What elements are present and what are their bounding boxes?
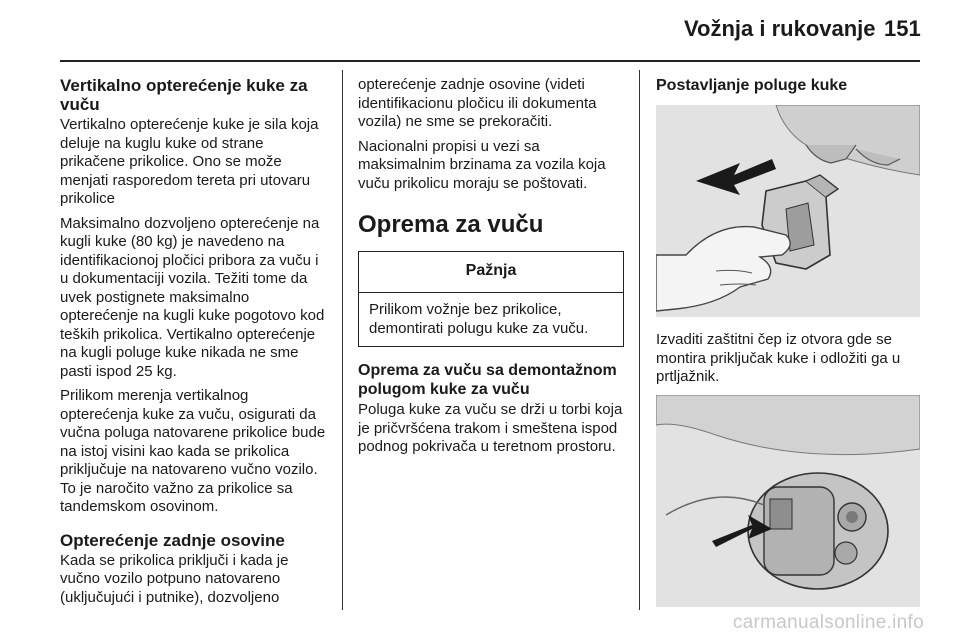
chapter-title-towing-equipment: Oprema za vuču xyxy=(358,211,544,238)
paragraph-national-regulations: Nacionalni propisi u vezi sa maksimalnim brzinama za vozila koja vuču prikolicu moraju se poštovati. xyxy=(358,137,606,192)
paragraph-rear-axle-load: Kada se prikolica priključi i kada je vučno vozilo potpuno natovareno (uključujući i putnike), dozvoljeno xyxy=(60,551,289,606)
illustration-remove-cap xyxy=(656,105,920,317)
illustration-hitch-socket xyxy=(656,395,920,607)
caution-text: Prilikom vožnje bez prikolice, demontirati polugu kuke za vuču. xyxy=(369,301,589,337)
running-header-title: Vožnja i rukovanje xyxy=(684,16,876,41)
column-1 xyxy=(60,76,326,613)
column-2 xyxy=(358,76,624,463)
paragraph-vertical-load-3: Prilikom merenja vertikalnog opterećenja kuke za vuču, osigurati da vučna poluga natovarene prikolice bude na istoj visini kao kada se prikolica priključuje na natovareno vučno vozilo. To je naročito važno za prikolice sa tandemskom osovinom. xyxy=(60,387,326,515)
heading-fitting-towbar: Postavljanje poluge kuke xyxy=(656,77,848,94)
paragraph-rear-axle-continue: opterećenje zadnje osovine (videti identifikacionu pločicu ili dokumenta vozila) ne sme se prekoračiti. xyxy=(358,76,597,130)
illustration-remove-cap-drawing xyxy=(656,105,920,317)
heading-rear-axle-load: Opterećenje zadnje osovine xyxy=(60,530,285,550)
paragraph-vertical-load-2: Maksimalno dozvoljeno opterećenje na kugli kuke (80 kg) je navedeno na identifikacionoj pločici pribora za vuču i u dokumentaciji vozila. Težiti tome da uvek postignete maksimalno opterećenje na kugli kuke pogotovo kod teških prikolica. Vertikalno opterećenje na kugli poluge kuke nikada ne sme pasti ispod 25 kg. xyxy=(60,214,325,380)
caution-box xyxy=(358,251,624,347)
heading-vertical-load: Vertikalno opterećenje kuke za vuču xyxy=(60,76,308,114)
illustration-hitch-socket-drawing xyxy=(656,395,920,607)
column-3 xyxy=(656,76,922,607)
paragraph-towbar-storage: Poluga kuke za vuču se drži u torbi koja je pričvršćena trakom i smeštena ispod podnog pokrivača u teretnom prostoru. xyxy=(358,401,623,455)
caution-heading: Pažnja xyxy=(359,252,623,293)
paragraph-vertical-load-1: Vertikalno opterećenje kuke je sila koja deluje na kuglu kuke od strane prikačene prikolice. Ono se može menjati rasporedom tereta pri utovaru prikolice xyxy=(60,116,319,207)
column-divider-2 xyxy=(639,70,640,610)
watermark-text: carmanualsonline.info xyxy=(732,612,924,633)
page-number: 151 xyxy=(884,16,921,41)
header-rule xyxy=(60,60,920,62)
column-divider-1 xyxy=(342,70,343,610)
paragraph-remove-cap: Izvaditi zaštitni čep iz otvora gde se montira priključak kuke i odložiti ga u prtljažnik. xyxy=(656,331,901,385)
heading-detachable-towbar: Oprema za vuču sa demontažnom polugom kuke za vuču xyxy=(358,362,617,398)
